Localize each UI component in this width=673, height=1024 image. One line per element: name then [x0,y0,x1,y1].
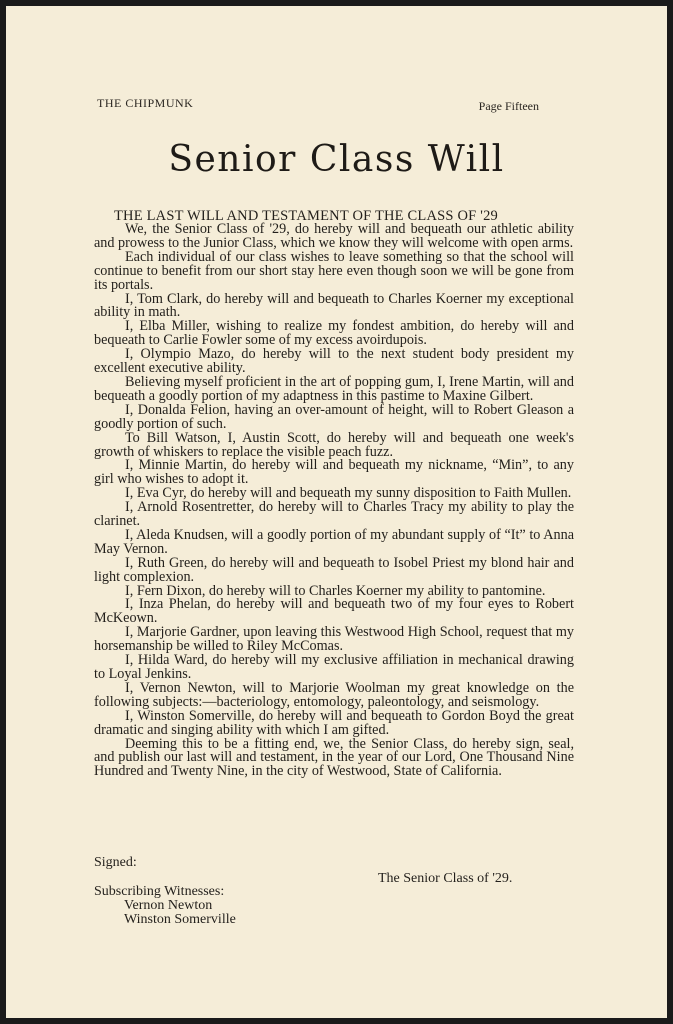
paragraph: Each individual of our class wishes to leave something so that the school will continue to benefit from our short stay here even though soon we will be gone from its portals. [94,248,574,293]
signed-label: Signed: [94,855,137,870]
paragraph: Believing myself proficient in the art of popping gum, I, Irene Martin, will and bequeath a goodly portion of my adaptness in this pastime to Maxine Gilbert. [94,373,574,404]
paragraph: I, Elba Miller, wishing to realize my fondest ambition, do hereby will and bequeath to Carlie Fowler some of my excess avoirdupois. [94,318,574,349]
paragraph: Deeming this to be a fitting end, we, the Senior Class, do hereby sign, seal, and publish our last will and testament, in the year of our Lord, One Thousand Nine Hundred and Twenty Nine, in the city of Westwood, State of California. [94,735,574,780]
paragraph: I, Olympio Mazo, do hereby will to the next student body president my excellent executive ability. [94,346,574,377]
paragraph: To Bill Watson, I, Austin Scott, do hereby will and bequeath one week's growth of whiskers to replace the visible peach fuzz. [94,429,574,460]
paragraph: I, Ruth Green, do hereby will and bequeath to Isobel Priest my blond hair and light complexion. [94,554,574,585]
page-title: Senior Class Will [168,139,505,180]
witnesses-label: Subscribing Witnesses: [94,884,225,899]
paragraph: I, Fern Dixon, do hereby will to Charles Koerner my ability to pantomine. [125,582,546,599]
paragraph: I, Tom Clark, do hereby will and bequeath to Charles Koerner my exceptional ability in math. [94,290,574,321]
paragraph: I, Winston Somerville, do hereby will and bequeath to Gordon Boyd the great dramatic and singing ability with which I am gifted. [94,707,574,738]
publication-name: THE CHIPMUNK [97,96,194,110]
paragraph: I, Inza Phelan, do hereby will and bequeath two of my four eyes to Robert McKeown. [94,596,574,627]
paragraph: I, Marjorie Gardner, upon leaving this Westwood High School, request that my horsemanship be willed to Riley McComas. [94,624,574,655]
paragraph: I, Eva Cyr, do hereby will and bequeath my sunny disposition to Faith Mullen. [125,485,572,502]
paragraph: I, Vernon Newton, will to Marjorie Woolman my great knowledge on the following subjects:—bacteriology, entomology, paleontology, and seismology. [94,679,574,710]
page-number: Page Fifteen [478,99,539,113]
document-page [6,6,667,1018]
paragraph: I, Arnold Rosentretter, do hereby will to Charles Tracy my ability to play the clarinet. [94,499,574,530]
paragraph: I, Minnie Martin, do hereby will and bequeath my nickname, “Min”, to any girl who wishes to adopt it. [94,457,574,488]
subtitle: THE LAST WILL AND TESTAMENT OF THE CLASS OF '29 [114,208,498,224]
paragraph: I, Aleda Knudsen, will a goodly portion of my abundant supply of “It” to Anna May Vernon. [94,526,574,557]
witness-name: Winston Somerville [124,912,236,927]
paragraph: I, Hilda Ward, do hereby will my exclusive affiliation in mechanical drawing to Loyal Jenkins. [94,652,574,682]
will-body [94,223,574,779]
paragraph: We, the Senior Class of '29, do hereby will and bequeath our athletic ability and prowess to the Junior Class, which we know they will welcome with open arms. [94,221,574,251]
witness-name: Vernon Newton [124,898,213,913]
class-signature: The Senior Class of '29. [378,871,513,886]
paragraph: I, Donalda Felion, having an over-amount of height, will to Robert Gleason a goodly portion of such. [94,401,574,432]
